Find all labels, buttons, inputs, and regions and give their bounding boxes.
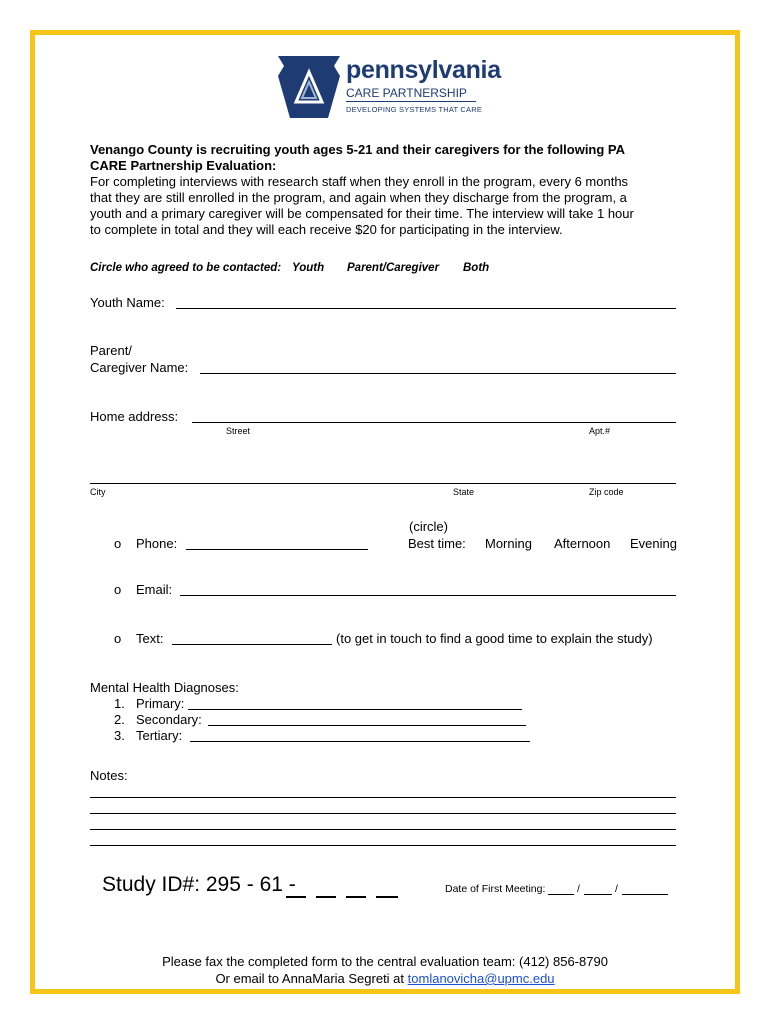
email-instructions-prefix: Or email to AnnaMaria Segreti at bbox=[215, 971, 405, 986]
study-id-digit-4[interactable] bbox=[376, 896, 398, 898]
logo-subtitle: CARE PARTNERSHIP bbox=[346, 86, 467, 100]
best-time-afternoon[interactable]: Afternoon bbox=[554, 536, 611, 551]
intro-body-line-2: that they are still enrolled in the program, and again when they discharge from the program, a bbox=[90, 190, 627, 205]
best-time-morning[interactable]: Morning bbox=[485, 536, 532, 551]
city-caption: City bbox=[90, 487, 106, 497]
study-id-digit-1[interactable] bbox=[286, 896, 306, 898]
diagnosis-number-2: 2. bbox=[114, 712, 125, 727]
youth-name-label: Youth Name: bbox=[90, 295, 165, 310]
notes-line-4[interactable] bbox=[90, 845, 676, 846]
text-bullet: o bbox=[114, 631, 122, 646]
logo-title: pennsylvania bbox=[346, 56, 501, 84]
street-address-field[interactable] bbox=[192, 422, 676, 423]
street-caption: Street bbox=[226, 426, 251, 436]
email-instructions bbox=[0, 971, 770, 986]
city-state-zip-field[interactable] bbox=[90, 483, 676, 484]
parent-label-line-1: Parent/ bbox=[90, 343, 132, 358]
date-first-meeting-label: Date of First Meeting: bbox=[445, 883, 546, 895]
best-time-label: Best time: bbox=[408, 536, 466, 551]
apt-caption: Apt.# bbox=[589, 426, 611, 436]
text-note: (to get in touch to find a good time to explain the study) bbox=[336, 631, 653, 646]
intro-body-line-4: to complete in total and they will each receive $20 for participating in the interview. bbox=[90, 222, 563, 237]
notes-label: Notes: bbox=[90, 768, 128, 783]
youth-name-field[interactable] bbox=[176, 308, 676, 309]
circle-note: (circle) bbox=[409, 519, 448, 534]
date-day-field[interactable] bbox=[584, 894, 612, 895]
intro-body-line-3: youth and a primary caregiver will be compensated for their time. The interview will take 1 hour bbox=[90, 206, 634, 221]
date-slash-2: / bbox=[615, 883, 618, 895]
phone-bullet: o bbox=[114, 536, 122, 551]
date-month-field[interactable] bbox=[548, 894, 574, 895]
contact-label: Circle who agreed to be contacted: bbox=[90, 262, 282, 274]
zip-caption: Zip code bbox=[589, 487, 624, 497]
intro-heading-line-1: Venango County is recruiting youth ages 5-21 and their caregivers for the following PA bbox=[90, 142, 626, 157]
intro-body-line-1: For completing interviews with research staff when they enroll in the program, every 6 months bbox=[90, 174, 629, 189]
primary-label: Primary: bbox=[136, 696, 185, 711]
study-id-digit-2[interactable] bbox=[316, 896, 336, 898]
text-label: Text: bbox=[136, 631, 164, 646]
intro-paragraph bbox=[90, 142, 690, 238]
primary-diagnosis-field[interactable] bbox=[188, 709, 522, 710]
date-year-field[interactable] bbox=[622, 894, 668, 895]
tertiary-diagnosis-field[interactable] bbox=[190, 741, 530, 742]
contact-option-parent[interactable]: Parent/Caregiver bbox=[347, 262, 440, 274]
contact-option-youth[interactable]: Youth bbox=[292, 262, 325, 274]
diagnosis-number-3: 3. bbox=[114, 728, 125, 743]
contact-option-both[interactable]: Both bbox=[463, 262, 490, 274]
phone-field[interactable] bbox=[186, 549, 368, 550]
fax-instructions: Please fax the completed form to the central evaluation team: (412) 856-8790 bbox=[162, 954, 608, 969]
logo-tagline: DEVELOPING SYSTEMS THAT CARE bbox=[346, 105, 483, 114]
contact-email-link[interactable]: tomlanovicha@upmc.edu bbox=[407, 971, 555, 986]
caregiver-name-label: Caregiver Name: bbox=[90, 360, 189, 375]
logo-divider bbox=[346, 101, 476, 102]
best-time-evening[interactable]: Evening bbox=[630, 536, 677, 551]
home-address-label: Home address: bbox=[90, 409, 179, 424]
email-label: Email: bbox=[136, 582, 173, 597]
diagnosis-number-1: 1. bbox=[114, 696, 125, 711]
notes-line-3[interactable] bbox=[90, 829, 676, 830]
diagnoses-heading: Mental Health Diagnoses: bbox=[90, 680, 239, 695]
state-caption: State bbox=[453, 487, 475, 497]
phone-label: Phone: bbox=[136, 536, 178, 551]
secondary-diagnosis-field[interactable] bbox=[208, 725, 526, 726]
intro-heading-line-2: CARE Partnership Evaluation: bbox=[90, 158, 277, 173]
email-field[interactable] bbox=[180, 595, 676, 596]
study-id-digit-3[interactable] bbox=[346, 896, 366, 898]
keystone-logo-icon bbox=[276, 54, 342, 120]
study-id-label: Study ID#: 295 - 61 - bbox=[102, 873, 296, 896]
notes-line-2[interactable] bbox=[90, 813, 676, 814]
email-bullet: o bbox=[114, 582, 122, 597]
text-field[interactable] bbox=[172, 644, 332, 645]
secondary-label: Secondary: bbox=[136, 712, 202, 727]
tertiary-label: Tertiary: bbox=[136, 728, 183, 743]
notes-line-1[interactable] bbox=[90, 797, 676, 798]
caregiver-name-field[interactable] bbox=[200, 373, 676, 374]
date-slash-1: / bbox=[577, 883, 580, 895]
